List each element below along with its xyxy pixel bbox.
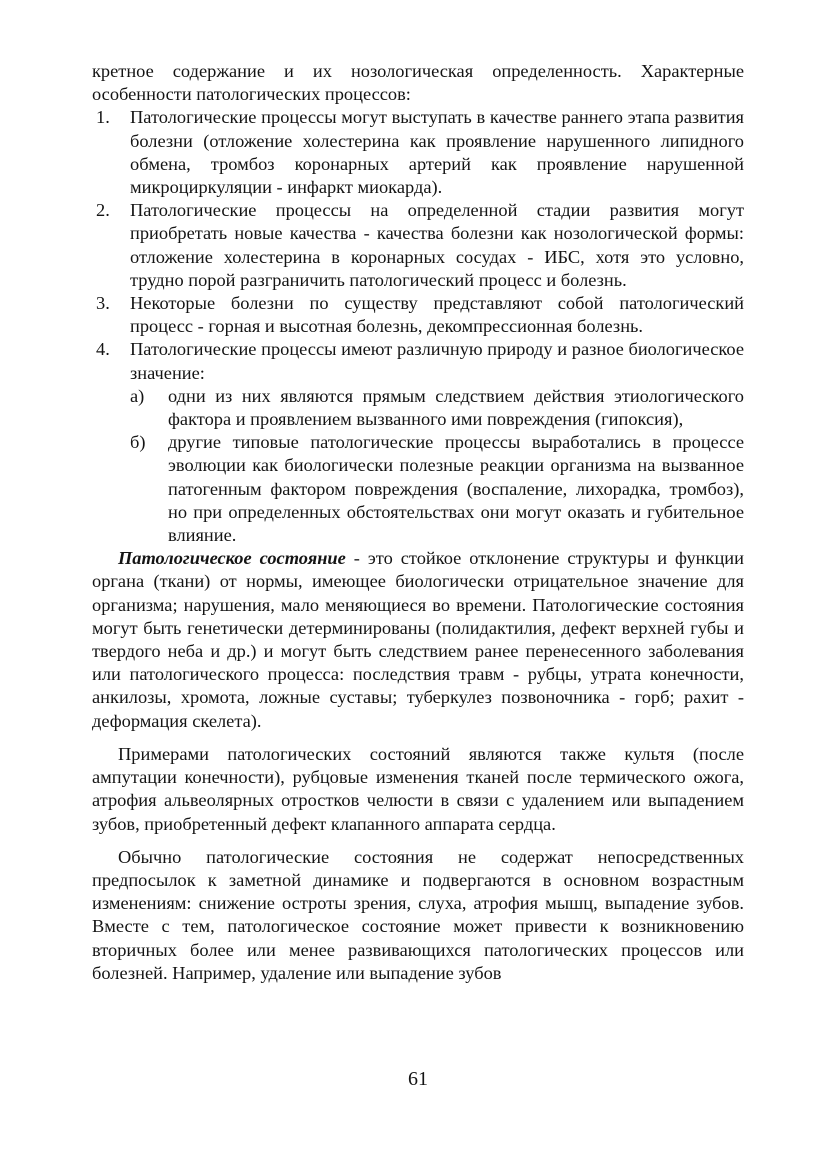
dynamics-paragraph: Обычно патологические состояния не содержат непосредственных предпосылок к заметной динамике и подвергаются в основном возрастным изменениям: снижение остроты зрения, слуха, атрофия мышц, выпадение зубов. Вместе с тем, патологическое состояние может привести к возникновению вторичных более или менее развивающихся патологических процессов или болезней. Например, удаление или выпадение зубов (92, 846, 744, 983)
list-number: 2. (96, 200, 110, 221)
sub-list-text: другие типовые патологические процессы выработались в процессе эволюции как биологически полезные реакции организма на вызванное патогенным фактором повреждения (воспаление, лихорадка, тромбоз), но при определенных обстоятельствах они могут оказать и губительное влияние. (168, 432, 744, 546)
list-number: 4. (96, 339, 110, 360)
features-list (92, 106, 744, 547)
sub-list-item (130, 385, 744, 431)
list-number: 3. (96, 293, 110, 314)
list-text: Некоторые болезни по существу представляют собой патологический процесс - горная и высотная болезнь, декомпрессионная болезнь. (130, 293, 744, 337)
intro-paragraph: кретное содержание и их нозологическая определенность. Характерные особенности патологических процессов: (92, 61, 744, 105)
sub-list-letter: а) (130, 385, 145, 406)
examples-paragraph: Примерами патологических состояний являются также культя (после ампутации конечности), рубцовые изменения тканей после термического ожога, атрофия альвеолярных отростков челюсти в связи с удалением или выпадением зубов, приобретенный дефект клапанного аппарата сердца. (92, 743, 744, 834)
list-text: Патологические процессы на определенной стадии развития могут приобретать новые качества - качества болезни как нозологической формы: отложение холестерина в коронарных сосудах - ИБС, хотя это условно, трудно порой разграничить патологический процесс и болезнь. (130, 200, 744, 290)
list-item (92, 292, 744, 338)
definition-paragraph (92, 547, 744, 733)
list-number: 1. (96, 107, 110, 128)
page-number: 61 (408, 1068, 428, 1090)
list-text: Патологические процессы имеют различную природу и разное биологическое значение: (130, 339, 744, 383)
definition-text: - это стойкое отклонение структуры и функции органа (ткани) от нормы, имеющее биологически отрицательное значение для организма; нарушения, мало меняющиеся во времени. Патологические состояния могут быть генетически детерминированы (полидактилия, дефект верхней губы и твердого неба и др.) и могут быть следствием ранее перенесенного заболевания или патологического процесса: последствия травм - рубцы, утрата конечности, анкилозы, хромота, ложные суставы; туберкулез позвоночника - горб; рахит - деформация скелета). (92, 548, 744, 731)
sub-list-item (130, 431, 744, 547)
defined-term: Патологическое состояние (118, 548, 346, 569)
list-item (92, 338, 744, 547)
body-text (92, 60, 744, 985)
list-item (92, 106, 744, 199)
sub-list-text: одни из них являются прямым следствием действия этиологического фактора и проявлением вызванного ими повреждения (гипоксия), (168, 385, 744, 430)
sub-list-letter: б) (130, 432, 146, 453)
list-item (92, 199, 744, 292)
list-text: Патологические процессы могут выступать в качестве раннего этапа развития болезни (отложение холестерина как проявление нарушенного липидного обмена, тромбоз коронарных артерий как проявление нарушенной микроциркуляции - инфаркт миокарда). (130, 107, 744, 198)
sub-list (130, 385, 744, 547)
